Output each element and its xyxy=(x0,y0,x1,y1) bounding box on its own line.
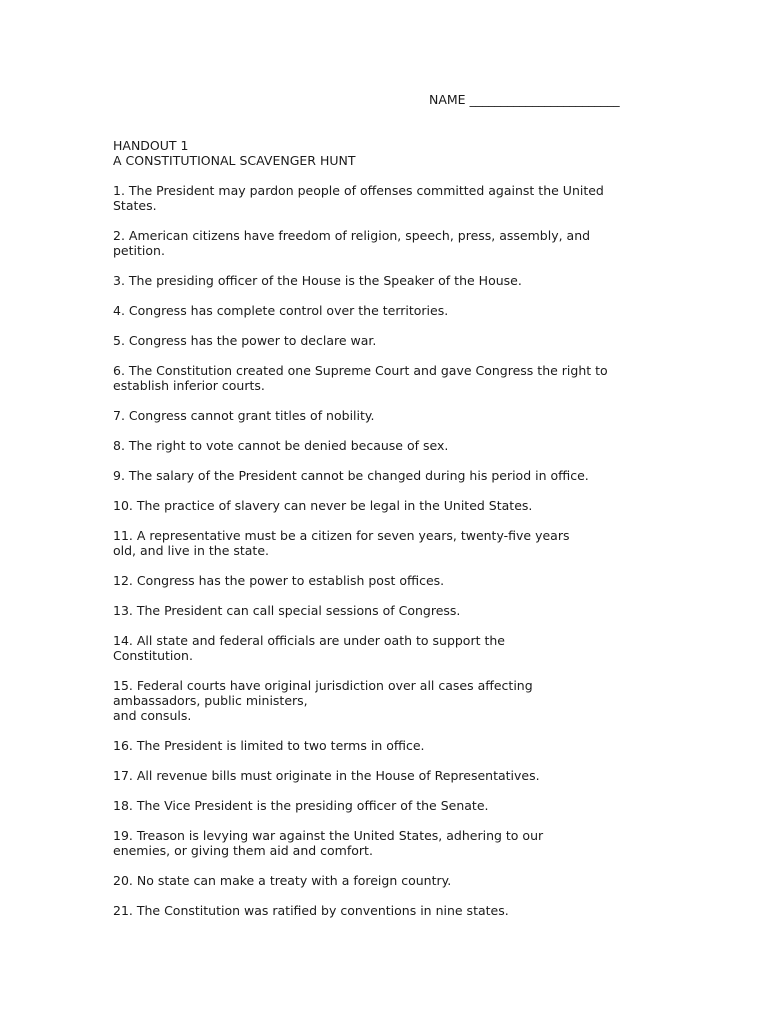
statement-item xyxy=(113,528,633,558)
handout-title: A CONSTITUTIONAL SCAVENGER HUNT xyxy=(113,153,356,168)
statement-line: 2. American citizens have freedom of religion, speech, press, assembly, and xyxy=(113,228,591,243)
statement-line: 21. The Constitution was ratified by conventions in nine states. xyxy=(113,903,509,918)
statement-line: 6. The Constitution created one Supreme Court and gave Congress the right to xyxy=(113,363,608,378)
statement-line: 3. The presiding officer of the House is the Speaker of the House. xyxy=(113,273,522,288)
statement-line: ambassadors, public ministers, xyxy=(113,693,308,708)
statement-item xyxy=(113,468,633,483)
statement-item xyxy=(113,903,633,918)
statement-item xyxy=(113,183,633,213)
statement-line: and consuls. xyxy=(113,708,192,723)
name-label: NAME xyxy=(429,92,466,107)
statement-item xyxy=(113,738,633,753)
statement-line: 13. The President can call special sessions of Congress. xyxy=(113,603,461,618)
statement-item xyxy=(113,273,633,288)
statement-item xyxy=(113,768,633,783)
statement-line: 17. All revenue bills must originate in the House of Representatives. xyxy=(113,768,540,783)
statement-line: 20. No state can make a treaty with a foreign country. xyxy=(113,873,452,888)
statement-item xyxy=(113,438,633,453)
statement-line: 18. The Vice President is the presiding officer of the Senate. xyxy=(113,798,489,813)
statement-item xyxy=(113,228,633,258)
statement-line: 9. The salary of the President cannot be changed during his period in office. xyxy=(113,468,589,483)
statement-line: 8. The right to vote cannot be denied because of sex. xyxy=(113,438,449,453)
statement-item xyxy=(113,573,633,588)
statement-item xyxy=(113,873,633,888)
handout-header xyxy=(113,138,355,168)
statement-item xyxy=(113,633,633,663)
statement-line: old, and live in the state. xyxy=(113,543,269,558)
statement-item xyxy=(113,363,633,393)
statement-line: 11. A representative must be a citizen for seven years, twenty-five years xyxy=(113,528,570,543)
statement-item xyxy=(113,333,633,348)
statement-item xyxy=(113,408,633,423)
statement-line: 4. Congress has complete control over the territories. xyxy=(113,303,449,318)
statement-list xyxy=(113,183,633,933)
statement-line: petition. xyxy=(113,243,165,258)
name-blank-line: ________________________ xyxy=(469,92,620,107)
statement-line: 10. The practice of slavery can never be legal in the United States. xyxy=(113,498,533,513)
statement-line: Constitution. xyxy=(113,648,193,663)
name-field xyxy=(429,92,620,107)
statement-item xyxy=(113,303,633,318)
statement-line: States. xyxy=(113,198,157,213)
handout-number: HANDOUT 1 xyxy=(113,138,189,153)
statement-line: 12. Congress has the power to establish post offices. xyxy=(113,573,445,588)
statement-line: establish inferior courts. xyxy=(113,378,265,393)
statement-line: 16. The President is limited to two terms in office. xyxy=(113,738,425,753)
statement-line: enemies, or giving them aid and comfort. xyxy=(113,843,373,858)
statement-line: 5. Congress has the power to declare war. xyxy=(113,333,377,348)
statement-item xyxy=(113,678,633,723)
statement-item xyxy=(113,798,633,813)
statement-line: 7. Congress cannot grant titles of nobility. xyxy=(113,408,375,423)
statement-line: 15. Federal courts have original jurisdiction over all cases affecting xyxy=(113,678,533,693)
statement-item xyxy=(113,828,633,858)
statement-line: 14. All state and federal officials are under oath to support the xyxy=(113,633,505,648)
statement-item xyxy=(113,603,633,618)
statement-line: 19. Treason is levying war against the United States, adhering to our xyxy=(113,828,544,843)
statement-item xyxy=(113,498,633,513)
statement-line: 1. The President may pardon people of offenses committed against the United xyxy=(113,183,604,198)
